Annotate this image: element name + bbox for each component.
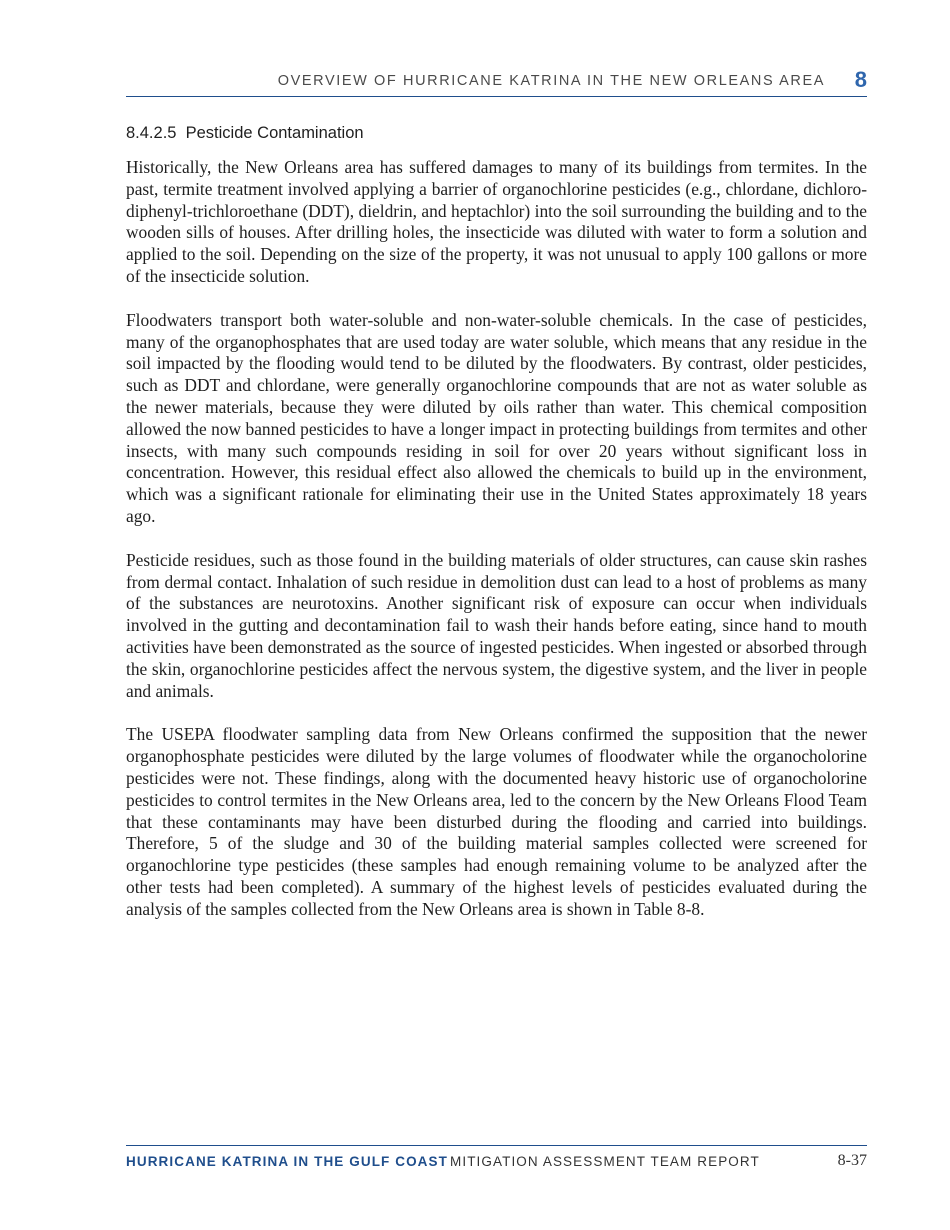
paragraph-usepa-sampling: The USEPA floodwater sampling data from New Orleans confirmed the supposition that the newer organophosphate pesticides were diluted by the large volumes of floodwater while the organocholorine pesticides were not. These findings, along with the documented heavy historic use of organocholorine pesticides to control termites in the New Orleans area, led to the concern by the New Orleans Flood Team that these contaminants may have been disturbed during the flooding and carried into buildings. Therefore, 5 of the sludge and 30 of the building material samples collected were screened for organochlorine type pesticides (these samples had enough remaining volume to be analyzed after the other tests had been completed). A summary of the highest levels of pesticides evaluated during the analysis of the samples collected from the New Orleans area is shown in Table 8-8. — [126, 724, 867, 919]
running-header — [126, 68, 867, 97]
chapter-number: 8 — [854, 67, 867, 92]
running-footer — [126, 1145, 867, 1176]
footer-report-subtitle: MITIGATION ASSESSMENT TEAM REPORT — [450, 1154, 760, 1169]
paragraph-health-risks: Pesticide residues, such as those found in the building materials of older structures, can cause skin rashes from dermal contact. Inhalation of such residue in demolition dust can lead to a host of problems as many of the substances are neurotoxins. Another significant risk of exposure can occur when individuals involved in the gutting and decontamination fail to wash their hands before eating, since hand to mouth activities have been demonstrated as the source of ingested pesticides. When ingested or absorbed through the skin, organochlorine pesticides affect the nervous system, the digestive system, and the liver in people and animals. — [126, 549, 867, 701]
section-heading: 8.4.2.5 Pesticide Contamination — [126, 124, 364, 142]
footer-report-title: HURRICANE KATRINA IN THE GULF COAST — [126, 1154, 448, 1169]
paragraph-termite-history: Historically, the New Orleans area has suffered damages to many of its buildings from termites. In the past, termite treatment involved applying a barrier of organochlorine pesticides (e.g., chlordane, dichloro-diphenyl-trichloroethane (DDT), dieldrin, and heptachlor) into the soil surrounding the building and to the wooden sills of houses. After drilling holes, the insecticide was diluted with water to form a solution and applied to the soil. Depending on the size of the property, it was not unusual to apply 100 gallons or more of the insecticide solution. — [126, 157, 867, 286]
header-title: OVERVIEW OF HURRICANE KATRINA IN THE NEW ORLEANS AREA — [277, 73, 825, 89]
body-text — [126, 157, 867, 943]
paragraph-floodwater-transport: Floodwaters transport both water-soluble and non-water-soluble chemicals. In the case of pesticides, many of the organophosphates that are used today are water soluble, which means that any residue in the soil impacted by the flooding would tend to be diluted by the floodwaters. By contrast, older pesticides, such as DDT and chlordane, were generally organochlorine compounds that are not as water soluble as the newer materials, because they were diluted by oils rather than water. This chemical composition allowed the now banned pesticides to have a longer impact in protecting buildings from termites and other insects, with many such compounds residing in soil for over 20 years without significant loss in concentration. However, this residual effect also allowed the chemicals to build up in the environment, which was a significant rationale for eliminating their use in the United States approximately 18 years ago. — [126, 309, 867, 526]
page-number: 8-37 — [837, 1152, 867, 1169]
